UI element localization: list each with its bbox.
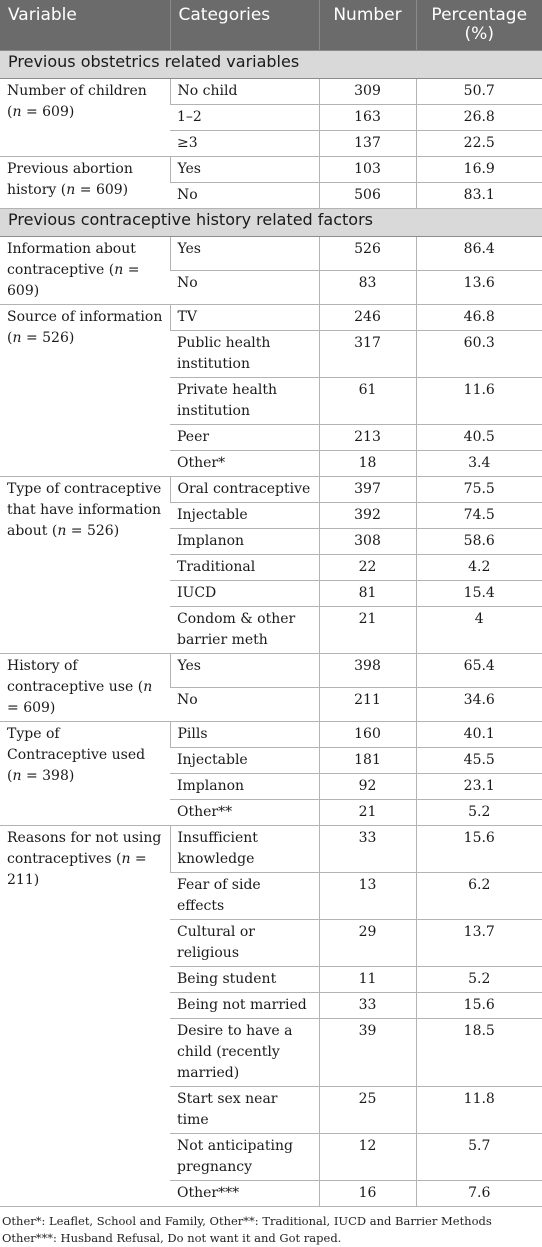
number-cell: 137	[319, 130, 416, 156]
number-cell: 21	[319, 606, 416, 653]
percentage-cell: 50.7	[416, 78, 542, 104]
sample-size: 609	[7, 282, 34, 299]
table-row	[0, 156, 542, 182]
category-cell: Fear of side effects	[170, 872, 319, 919]
variable-cell: Information about contraceptive (n = 609)	[0, 236, 170, 304]
table-row	[0, 721, 542, 747]
number-cell: 33	[319, 825, 416, 872]
table-row	[0, 78, 542, 104]
category-cell: Desire to have a child (recently married)	[170, 1018, 319, 1086]
variable-cell: Source of information (n = 526)	[0, 304, 170, 476]
number-cell: 308	[319, 528, 416, 554]
category-cell: Other*	[170, 450, 319, 476]
category-cell: Cultural or religious	[170, 919, 319, 966]
variable-cell: History of contraceptive use (n = 609)	[0, 653, 170, 721]
category-cell: IUCD	[170, 580, 319, 606]
category-cell: No	[170, 270, 319, 304]
number-cell: 103	[319, 156, 416, 182]
percentage-cell: 34.6	[416, 687, 542, 721]
n-symbol: n	[57, 522, 67, 539]
number-cell: 25	[319, 1086, 416, 1133]
percentage-cell: 13.6	[416, 270, 542, 304]
n-symbol: n	[12, 329, 22, 346]
section-title: Previous obstetrics related variables	[0, 50, 542, 78]
number-cell: 18	[319, 450, 416, 476]
percentage-cell: 4.2	[416, 554, 542, 580]
percentage-cell: 45.5	[416, 747, 542, 773]
percentage-cell: 40.1	[416, 721, 542, 747]
category-cell: Implanon	[170, 773, 319, 799]
number-cell: 246	[319, 304, 416, 330]
variable-cell: Type of contraceptive that have information about (n = 526)	[0, 476, 170, 653]
number-cell: 181	[319, 747, 416, 773]
percentage-cell: 75.5	[416, 476, 542, 502]
category-cell: No child	[170, 78, 319, 104]
number-cell: 526	[319, 236, 416, 270]
category-cell: Pills	[170, 721, 319, 747]
percentage-cell: 3.4	[416, 450, 542, 476]
n-symbol: n	[114, 261, 124, 278]
variable-label: Number of children	[7, 82, 147, 99]
percentage-cell: 40.5	[416, 424, 542, 450]
percentage-cell: 22.5	[416, 130, 542, 156]
category-cell: TV	[170, 304, 319, 330]
category-cell: Yes	[170, 156, 319, 182]
variable-label: Previous abortion history	[7, 160, 133, 198]
percentage-cell: 5.2	[416, 966, 542, 992]
sample-size: 609	[23, 699, 50, 716]
percentage-cell: 11.8	[416, 1086, 542, 1133]
percentage-cell: 46.8	[416, 304, 542, 330]
percentage-cell: 65.4	[416, 653, 542, 687]
category-cell: Yes	[170, 236, 319, 270]
number-cell: 13	[319, 872, 416, 919]
variable-label: Reasons for not using contraceptives	[7, 829, 162, 867]
table-body	[0, 50, 542, 1206]
category-cell: Other***	[170, 1180, 319, 1206]
category-cell: Injectable	[170, 747, 319, 773]
header-percentage: Percentage (%)	[416, 0, 542, 50]
category-cell: Being not married	[170, 992, 319, 1018]
category-cell: Insufficient knowledge	[170, 825, 319, 872]
number-cell: 506	[319, 182, 416, 208]
table-row	[0, 236, 542, 270]
percentage-cell: 74.5	[416, 502, 542, 528]
variable-cell: Previous abortion history (n = 609)	[0, 156, 170, 208]
number-cell: 11	[319, 966, 416, 992]
footnote-2: Other***: Husband Refusal, Do not want it and Got raped.	[2, 1230, 342, 1245]
variable-cell: Type of Contraceptive used (n = 398)	[0, 721, 170, 825]
percentage-cell: 15.4	[416, 580, 542, 606]
number-cell: 211	[319, 687, 416, 721]
percentage-cell: 23.1	[416, 773, 542, 799]
sample-size: 609	[95, 181, 123, 198]
number-cell: 61	[319, 377, 416, 424]
category-cell: Not anticipating pregnancy	[170, 1133, 319, 1180]
section-title: Previous contraceptive history related factors	[0, 208, 542, 236]
table-row	[0, 825, 542, 872]
percentage-cell: 13.7	[416, 919, 542, 966]
header-categories: Categories	[170, 0, 319, 50]
number-cell: 309	[319, 78, 416, 104]
number-cell: 33	[319, 992, 416, 1018]
category-cell: Injectable	[170, 502, 319, 528]
number-cell: 397	[319, 476, 416, 502]
percentage-cell: 83.1	[416, 182, 542, 208]
category-cell: Other**	[170, 799, 319, 825]
header-number: Number	[319, 0, 416, 50]
n-symbol: n	[12, 767, 22, 784]
footnotes	[0, 1207, 542, 1247]
category-cell: Yes	[170, 653, 319, 687]
number-cell: 22	[319, 554, 416, 580]
number-cell: 317	[319, 330, 416, 377]
category-cell: Peer	[170, 424, 319, 450]
category-cell: No	[170, 182, 319, 208]
variable-label: Type of Contraceptive used	[7, 725, 146, 763]
category-cell: Public health institution	[170, 330, 319, 377]
n-symbol: n	[121, 850, 131, 867]
number-cell: 392	[319, 502, 416, 528]
category-cell: 1–2	[170, 104, 319, 130]
percentage-cell: 16.9	[416, 156, 542, 182]
number-cell: 81	[319, 580, 416, 606]
variable-label: Type of contraceptive that have information about	[7, 480, 162, 539]
variable-label: Information about contraceptive	[7, 240, 136, 278]
section-header-row	[0, 208, 542, 236]
header-row	[0, 0, 542, 50]
number-cell: 16	[319, 1180, 416, 1206]
percentage-cell: 15.6	[416, 992, 542, 1018]
number-cell: 12	[319, 1133, 416, 1180]
number-cell: 21	[319, 799, 416, 825]
number-cell: 83	[319, 270, 416, 304]
category-cell: Being student	[170, 966, 319, 992]
category-cell: Condom & other barrier meth	[170, 606, 319, 653]
number-cell: 398	[319, 653, 416, 687]
variable-cell: Number of children (n = 609)	[0, 78, 170, 156]
number-cell: 163	[319, 104, 416, 130]
percentage-cell: 5.2	[416, 799, 542, 825]
percentage-cell: 7.6	[416, 1180, 542, 1206]
variable-label: Source of information	[7, 308, 163, 325]
variable-label: History of contraceptive use	[7, 657, 134, 695]
percentage-cell: 5.7	[416, 1133, 542, 1180]
n-symbol: n	[66, 181, 76, 198]
n-symbol: n	[12, 103, 22, 120]
variable-cell: Reasons for not using contraceptives (n = 211)	[0, 825, 170, 1206]
category-cell: ≥3	[170, 130, 319, 156]
sample-size: 526	[86, 522, 114, 539]
percentage-cell: 60.3	[416, 330, 542, 377]
table-row	[0, 304, 542, 330]
number-cell: 92	[319, 773, 416, 799]
percentage-cell: 86.4	[416, 236, 542, 270]
table-row	[0, 653, 542, 687]
percentage-cell: 15.6	[416, 825, 542, 872]
header-variable: Variable	[0, 0, 170, 50]
sample-size: 398	[42, 767, 69, 784]
n-symbol: n	[143, 678, 153, 695]
category-cell: Private health institution	[170, 377, 319, 424]
percentage-cell: 4	[416, 606, 542, 653]
percentage-cell: 11.6	[416, 377, 542, 424]
category-cell: Start sex near time	[170, 1086, 319, 1133]
category-cell: Implanon	[170, 528, 319, 554]
category-cell: No	[170, 687, 319, 721]
number-cell: 213	[319, 424, 416, 450]
percentage-cell: 6.2	[416, 872, 542, 919]
percentage-cell: 26.8	[416, 104, 542, 130]
percentage-cell: 58.6	[416, 528, 542, 554]
section-header-row	[0, 50, 542, 78]
number-cell: 39	[319, 1018, 416, 1086]
percentage-cell: 18.5	[416, 1018, 542, 1086]
table-row	[0, 476, 542, 502]
number-cell: 160	[319, 721, 416, 747]
category-cell: Traditional	[170, 554, 319, 580]
sample-size: 609	[42, 103, 69, 120]
sample-size: 526	[42, 329, 69, 346]
number-cell: 29	[319, 919, 416, 966]
sample-size: 211	[7, 871, 34, 888]
category-cell: Oral contraceptive	[170, 476, 319, 502]
footnote-1: Other*: Leaflet, School and Family, Other**: Traditional, IUCD and Barrier Methods	[2, 1213, 492, 1228]
